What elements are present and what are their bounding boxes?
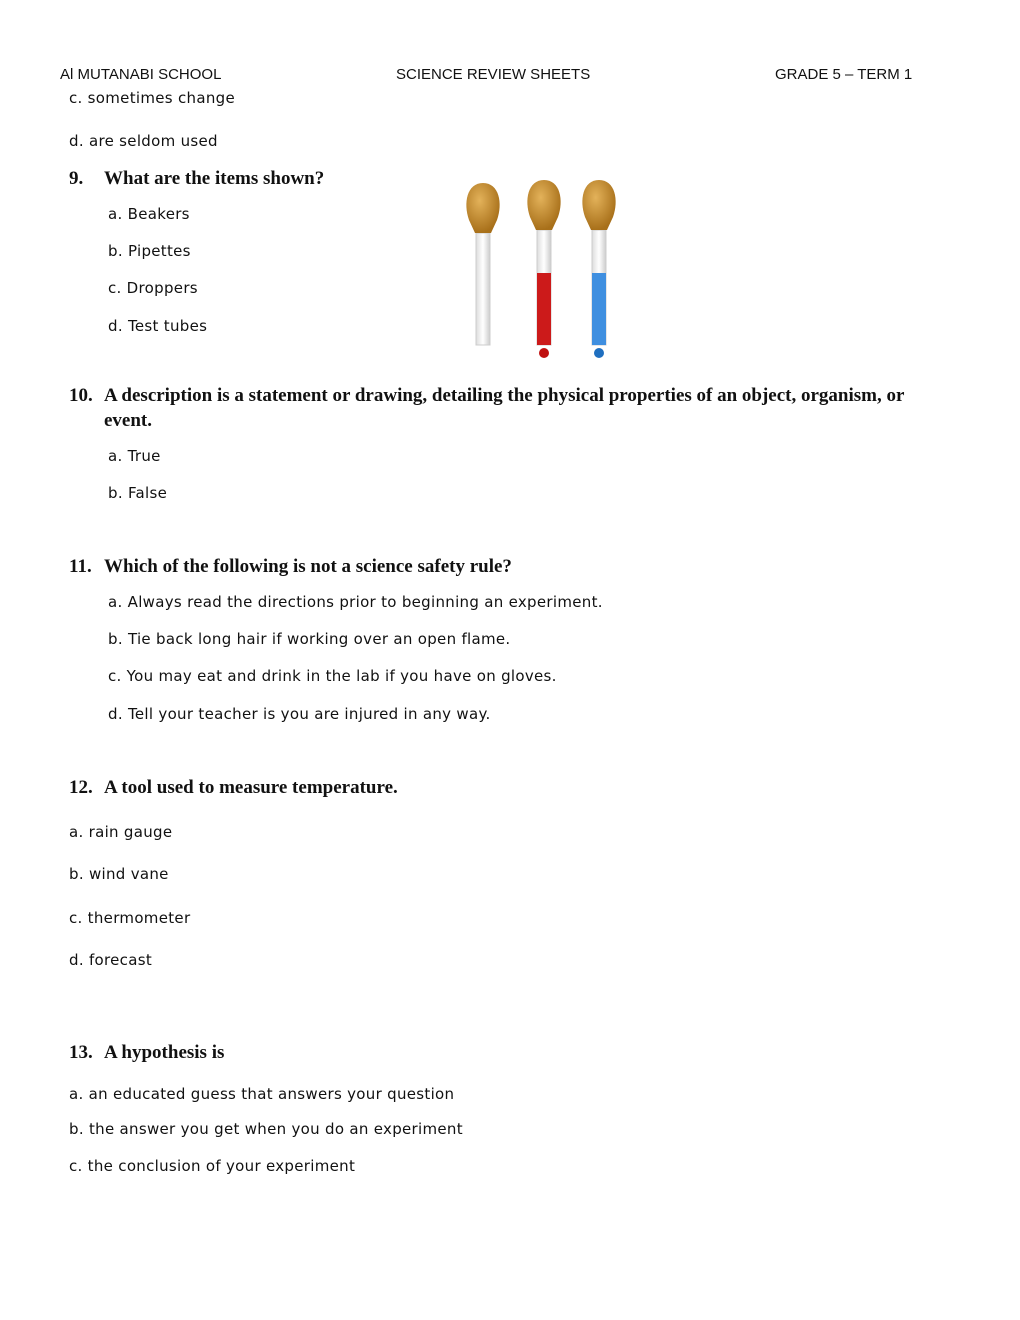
option: d. forecast	[69, 951, 153, 969]
question-13	[69, 1042, 224, 1064]
option: a. Always read the directions prior to beginning an experiment.	[108, 593, 603, 611]
option: b. False	[108, 484, 168, 502]
option: b. Pipettes	[108, 242, 191, 260]
question-text: What are the items shown?	[104, 168, 325, 189]
header-school: Al MUTANABI SCHOOL	[60, 66, 222, 83]
question-9	[69, 168, 324, 190]
question-text: A hypothesis is	[104, 1042, 225, 1063]
option: a. True	[108, 447, 161, 465]
option: a. rain gauge	[69, 823, 173, 841]
option: a. Beakers	[108, 205, 190, 223]
question-number: 11.	[69, 556, 92, 577]
question-number: 10.	[69, 385, 93, 406]
dropper-blue	[582, 180, 615, 358]
question-11	[69, 556, 512, 578]
option: c. sometimes change	[69, 89, 235, 107]
question-text: A description is a statement or drawing, detailing the physical properties of an object, organism, or	[104, 385, 905, 406]
header-grade: GRADE 5 – TERM 1	[775, 66, 913, 83]
option: c. Droppers	[108, 279, 198, 297]
question-12	[69, 777, 398, 799]
question-number: 12.	[69, 777, 93, 798]
option: d. are seldom used	[69, 132, 218, 150]
question-10	[69, 385, 904, 407]
option: b. Tie back long hair if working over an open flame.	[108, 630, 511, 648]
option: d. Tell your teacher is you are injured in any way.	[108, 705, 491, 723]
question-10-cont: event.	[104, 410, 153, 431]
question-number: 13.	[69, 1042, 93, 1063]
question-text: Which of the following is not a science safety rule?	[104, 556, 512, 577]
question-text: A tool used to measure temperature.	[104, 777, 398, 798]
dropper-red	[527, 180, 560, 358]
option: c. the conclusion of your experiment	[69, 1157, 356, 1175]
option: d. Test tubes	[108, 317, 208, 335]
option: a. an educated guess that answers your question	[69, 1085, 455, 1103]
option: c. thermometer	[69, 909, 191, 927]
option: b. wind vane	[69, 865, 169, 883]
droppers-image	[455, 175, 630, 365]
option: b. the answer you get when you do an experiment	[69, 1120, 463, 1138]
header-title: SCIENCE REVIEW SHEETS	[396, 66, 591, 83]
option: c. You may eat and drink in the lab if you have on gloves.	[108, 667, 557, 685]
dropper-empty	[466, 183, 499, 345]
question-number: 9.	[69, 168, 84, 189]
